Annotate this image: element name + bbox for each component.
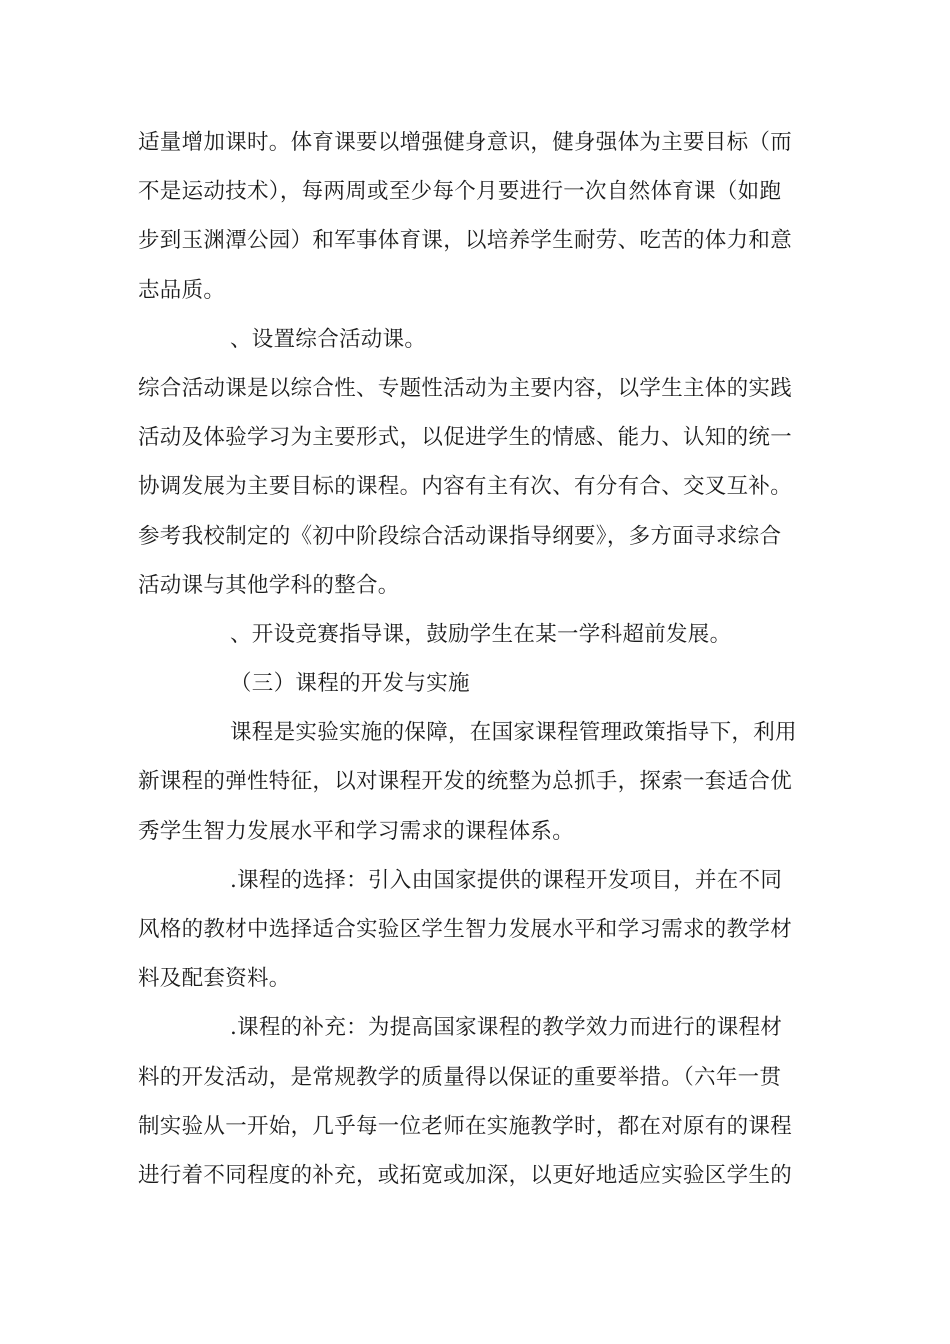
- text-line: 新课程的弹性特征，以对课程开发的统整为总抓手，探索一套适合优: [138, 769, 793, 795]
- text-line: （三）课程的开发与实施: [230, 671, 470, 697]
- text-line: 步到玉渊潭公园）和军事体育课，以培养学生耐劳、吃苦的体力和意: [138, 228, 793, 254]
- text-line: 参考我校制定的《初中阶段综合活动课指导纲要》，多方面寻求综合: [138, 523, 782, 549]
- text-line: 协调发展为主要目标的课程。内容有主有次、有分有合、交叉互补。: [138, 474, 793, 500]
- text-line: 综合活动课是以综合性、专题性活动为主要内容，以学生主体的实践: [138, 375, 793, 401]
- text-line: 活动及体验学习为主要形式，以促进学生的情感、能力、认知的统一: [138, 425, 793, 451]
- text-line: 课程是实验实施的保障，在国家课程管理政策指导下，利用: [230, 720, 797, 746]
- text-line: 、开设竞赛指导课，鼓励学生在某一学科超前发展。: [230, 621, 732, 647]
- text-line: 进行着不同程度的补充，或拓宽或加深，以更好地适应实验区学生的: [138, 1162, 793, 1188]
- text-line: 活动课与其他学科的整合。: [138, 572, 400, 598]
- body-text: [138, 118, 828, 1200]
- text-line: 不是运动技术），每两周或至少每个月要进行一次自然体育课（如跑: [138, 179, 782, 205]
- text-line: 料的开发活动，是常规教学的质量得以保证的重要举措。（六年一贯: [138, 1064, 782, 1090]
- text-line: 秀学生智力发展水平和学习需求的课程体系。: [138, 818, 575, 844]
- text-line: 、设置综合活动课。: [230, 326, 427, 352]
- text-line: .课程的补充：为提高国家课程的教学效力而进行的课程材: [230, 1015, 783, 1041]
- text-line: 志品质。: [138, 277, 226, 303]
- text-line: .课程的选择：引入由国家提供的课程开发项目，并在不同: [230, 867, 783, 893]
- text-line: 适量增加课时。体育课要以增强健身意识，健身强体为主要目标（而: [138, 130, 793, 155]
- text-line: 制实验从一开始，几乎每一位老师在实施教学时，都在对原有的课程: [138, 1113, 793, 1139]
- text-line: 料及配套资料。: [138, 966, 291, 992]
- text-line: 风格的教材中选择适合实验区学生智力发展水平和学习需求的教学材: [138, 917, 793, 942]
